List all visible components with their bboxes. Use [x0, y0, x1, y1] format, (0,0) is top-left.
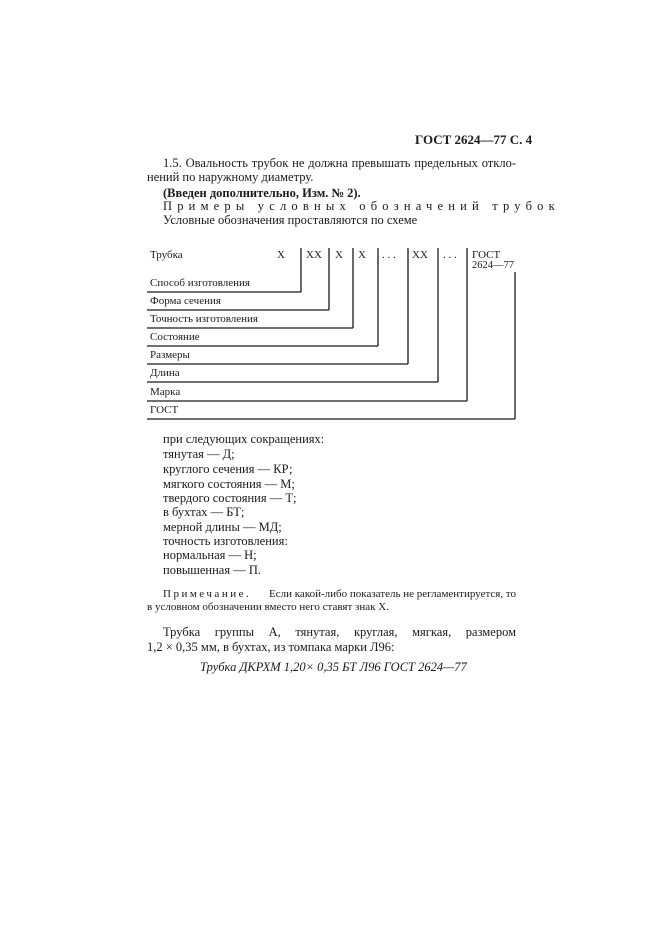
scheme-row: Размеры	[150, 349, 190, 361]
scheme-row: Форма сечения	[150, 295, 221, 307]
slot-1: X	[277, 249, 285, 261]
note-label: Примечание.	[163, 588, 252, 600]
scheme-intro: Условные обозначения проставляются по схеме	[163, 213, 418, 227]
abbreviation-item: точность изготовления:	[163, 534, 288, 548]
scheme-row: Длина	[150, 367, 180, 379]
abbreviation-item: нормальная — Н;	[163, 548, 257, 562]
scheme-row: Точность изготовления	[150, 313, 258, 325]
abbreviation-item: круглого сечения — КР;	[163, 462, 293, 476]
note-line-1	[163, 588, 516, 600]
abbreviation-item: мерной длины — МД;	[163, 520, 282, 534]
example-designation: Трубка ДКРХМ 1,20× 0,35 БТ Л96 ГОСТ 2624—77	[200, 660, 467, 674]
scheme-row: Состояние	[150, 331, 200, 343]
slot-3: X	[335, 249, 343, 261]
example-line-1: Трубка группы А, тянутая, круглая, мягкая, размером	[163, 625, 516, 639]
slot-2: XX	[306, 249, 322, 261]
abbreviation-item: повышенная — П.	[163, 563, 261, 577]
example-line-2: 1,2 × 0,35 мм, в бухтах, из томпака марки Л96:	[147, 640, 395, 654]
section-1-5-line-2: нений по наружному диаметру.	[147, 170, 314, 184]
abbreviation-item: твердого состояния — Т;	[163, 491, 297, 505]
section-1-5-line-1: 1.5. Овальность трубок не должна превышать предельных откло-	[163, 156, 516, 170]
scheme-row: Способ изготовления	[150, 277, 250, 289]
scheme-gost-line-2: 2624—77	[472, 260, 514, 271]
slot-6: XX	[412, 249, 428, 261]
slot-4: X	[358, 249, 366, 261]
amendment-note: (Введен дополнительно, Изм. № 2).	[163, 186, 361, 200]
scheme-row: ГОСТ	[150, 404, 179, 416]
scheme-label: Трубка	[150, 249, 183, 261]
scheme-row: Марка	[150, 386, 181, 398]
abbreviation-item: мягкого состояния — М;	[163, 477, 295, 491]
slot-7: . . .	[443, 249, 457, 261]
examples-heading: Примеры условных обозначений трубок	[163, 199, 560, 213]
note-text: Если какой-либо показатель не регламентируется, то	[269, 588, 516, 600]
scheme-gost-line-1: ГОСТ	[472, 249, 501, 261]
note-line-2: в условном обозначении вместо него ставят знак X.	[147, 601, 389, 613]
running-header: ГОСТ 2624—77 С. 4	[415, 132, 533, 147]
abbreviation-item: в бухтах — БТ;	[163, 505, 245, 519]
abbreviations-intro: при следующих сокращениях:	[163, 432, 325, 446]
slot-5: . . .	[382, 249, 396, 261]
abbreviation-item: тянутая — Д;	[163, 447, 235, 461]
